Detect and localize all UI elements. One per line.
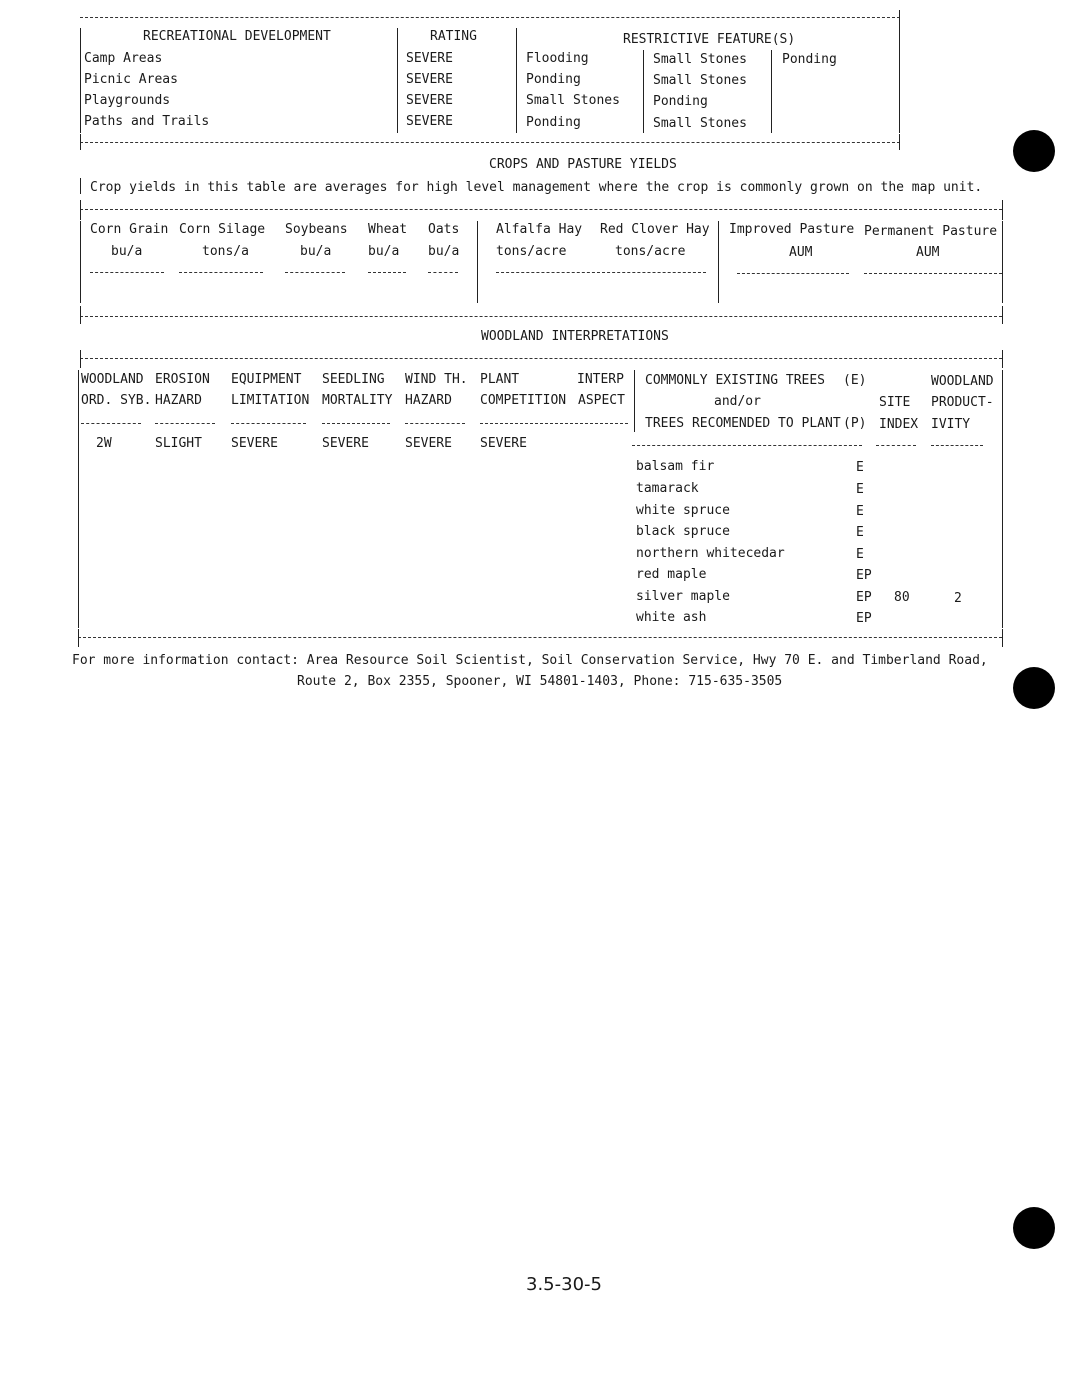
restrictive-feature: Small Stones (526, 93, 620, 108)
rule (899, 10, 900, 30)
recreation-name: Camp Areas (84, 51, 163, 66)
rule (80, 17, 900, 18)
wood-col-wind: HAZARD (405, 393, 452, 408)
wood-col-productivity: WOODLAND (931, 374, 994, 389)
tree-name: black spruce (636, 524, 730, 539)
contact-line: Route 2, Box 2355, Spooner, WI 54801-1403, Phone: 715-635-3505 (297, 674, 783, 689)
wood-col-plant: PLANT (480, 372, 520, 387)
crop-col-corn-silage: Corn Silage (179, 222, 266, 237)
wood-col-productivity: PRODUCT- (931, 395, 994, 410)
crops-note: Crop yields in this table are averages for high level management where the crop is commonly grown on the map unit. (90, 180, 983, 195)
tree-name: silver maple (636, 589, 730, 604)
wood-col-interp: INTERP (577, 372, 624, 387)
tree-name: balsam fir (636, 459, 715, 474)
wood-col-seedling: SEEDLING (322, 372, 385, 387)
wood-col-trees: and/or (714, 394, 761, 409)
rule (80, 350, 81, 368)
wood-col-site: SITE (879, 395, 911, 410)
col-header-rating: RATING (430, 29, 477, 44)
recreation-rating: SEVERE (406, 114, 453, 129)
restrictive-feature: Small Stones (653, 52, 747, 67)
recreation-rating: SEVERE (406, 72, 453, 87)
tree-code: EP (856, 590, 872, 605)
crop-unit: tons/acre (615, 244, 686, 259)
rule (634, 370, 635, 432)
rule (1002, 370, 1003, 628)
rule (480, 423, 628, 424)
rule (80, 134, 81, 150)
col-header-restrictive: RESTRICTIVE FEATURE(S) (623, 32, 796, 47)
tree-code: E (856, 525, 864, 540)
rule (285, 272, 345, 273)
wood-erosion-value: SLIGHT (155, 436, 202, 451)
rule (78, 637, 1002, 638)
wood-wind-value: SEVERE (405, 436, 452, 451)
rule (80, 358, 1002, 359)
rule (428, 272, 458, 273)
tree-name: white spruce (636, 503, 730, 518)
crop-col-wheat: Wheat (368, 222, 408, 237)
rule (1002, 221, 1003, 303)
restrictive-feature: Ponding (653, 94, 708, 109)
wood-col-site: INDEX (879, 417, 919, 432)
wood-col-seedling: MORTALITY (322, 393, 393, 408)
recreation-name: Paths and Trails (84, 114, 210, 129)
rule (477, 221, 478, 303)
rule (90, 272, 164, 273)
rule (643, 50, 644, 133)
rule (322, 423, 390, 424)
binder-hole (1013, 130, 1055, 172)
rule (876, 445, 916, 446)
wood-col-ord: WOODLAND (81, 372, 144, 387)
wood-ord-value: 2W (96, 436, 112, 451)
wood-col-productivity: IVITY (931, 417, 971, 432)
rule (80, 142, 900, 143)
wood-col-erosion: EROSION (155, 372, 210, 387)
wood-equipment-value: SEVERE (231, 436, 278, 451)
tree-code: E (856, 504, 864, 519)
contact-line: For more information contact: Area Resource Soil Scientist, Soil Conservation Service, Hwy 70 E. and Timberland Road, (72, 653, 988, 668)
restrictive-feature: Flooding (526, 51, 589, 66)
tree-code: E (856, 482, 864, 497)
crop-unit: bu/a (368, 244, 400, 259)
rule (771, 50, 772, 133)
rule (78, 629, 79, 647)
crop-unit: bu/a (111, 244, 143, 259)
wood-col-trees-e: (E) (843, 373, 867, 388)
tree-name: white ash (636, 610, 707, 625)
wood-col-wind: WIND TH. (405, 372, 468, 387)
crop-unit: tons/a (202, 244, 249, 259)
recreation-rating: SEVERE (406, 51, 453, 66)
tree-productivity: 2 (954, 591, 962, 606)
crop-col-red-clover: Red Clover Hay (600, 222, 710, 237)
wood-col-plant: COMPETITION (480, 393, 567, 408)
rule (80, 200, 81, 220)
rule (80, 28, 81, 133)
crop-col-corn-grain: Corn Grain (90, 222, 169, 237)
tree-site-index: 80 (894, 590, 910, 605)
crop-col-improved-pasture: Improved Pasture (729, 222, 855, 237)
rule (864, 273, 1002, 274)
rule (80, 221, 81, 303)
crop-col-soybeans: Soybeans (285, 222, 348, 237)
rule (1002, 350, 1003, 368)
crop-unit: AUM (789, 245, 813, 260)
wood-col-ord: ORD. SYB. (81, 393, 152, 408)
rule (718, 221, 719, 303)
tree-name: red maple (636, 567, 707, 582)
binder-hole (1013, 667, 1055, 709)
crop-unit: bu/a (428, 244, 460, 259)
rule (80, 316, 1002, 317)
wood-col-equipment: EQUIPMENT (231, 372, 302, 387)
rule (899, 134, 900, 150)
tree-name: tamarack (636, 481, 699, 496)
rule (405, 423, 465, 424)
rule (80, 306, 81, 324)
rule (368, 272, 406, 273)
section-title: WOODLAND INTERPRETATIONS (481, 329, 669, 344)
section-title: CROPS AND PASTURE YIELDS (489, 157, 677, 172)
wood-col-interp: ASPECT (578, 393, 625, 408)
rule (632, 445, 862, 446)
restrictive-feature: Ponding (526, 72, 581, 87)
wood-col-trees-p: (P) (843, 416, 867, 431)
crop-col-permanent-pasture: Permanent Pasture (864, 224, 998, 239)
tree-code: E (856, 547, 864, 562)
wood-col-equipment: LIMITATION (231, 393, 310, 408)
wood-seedling-value: SEVERE (322, 436, 369, 451)
rule (931, 445, 983, 446)
rule (1002, 200, 1003, 220)
tree-code: EP (856, 611, 872, 626)
wood-col-trees: COMMONLY EXISTING TREES (645, 373, 826, 388)
tree-name: northern whitecedar (636, 546, 785, 561)
restrictive-feature: Small Stones (653, 73, 747, 88)
crop-col-alfalfa: Alfalfa Hay (496, 222, 583, 237)
rule (899, 28, 900, 133)
tree-code: E (856, 460, 864, 475)
rule (1002, 629, 1003, 647)
restrictive-feature: Small Stones (653, 116, 747, 131)
rule (179, 272, 263, 273)
rule (78, 370, 79, 628)
rule (516, 28, 517, 133)
crop-col-oats: Oats (428, 222, 460, 237)
restrictive-feature: Ponding (782, 52, 837, 67)
wood-plant-value: SEVERE (480, 436, 527, 451)
binder-hole (1013, 1207, 1055, 1249)
page-number: 3.5-30-5 (526, 1274, 602, 1295)
rule (231, 423, 306, 424)
crop-unit: tons/acre (496, 244, 567, 259)
recreation-rating: SEVERE (406, 93, 453, 108)
rule (80, 178, 81, 194)
rule (155, 423, 215, 424)
recreation-name: Playgrounds (84, 93, 171, 108)
rule (80, 209, 1002, 210)
wood-col-erosion: HAZARD (155, 393, 202, 408)
wood-col-trees: TREES RECOMENDED TO PLANT (645, 416, 841, 431)
crop-unit: bu/a (300, 244, 332, 259)
rule (397, 28, 398, 133)
rule (1002, 306, 1003, 324)
restrictive-feature: Ponding (526, 115, 581, 130)
recreation-name: Picnic Areas (84, 72, 178, 87)
crop-unit: AUM (916, 245, 940, 260)
tree-code: EP (856, 568, 872, 583)
rule (81, 423, 141, 424)
rule (496, 272, 706, 273)
rule (737, 273, 849, 274)
col-header-development: RECREATIONAL DEVELOPMENT (143, 29, 331, 44)
